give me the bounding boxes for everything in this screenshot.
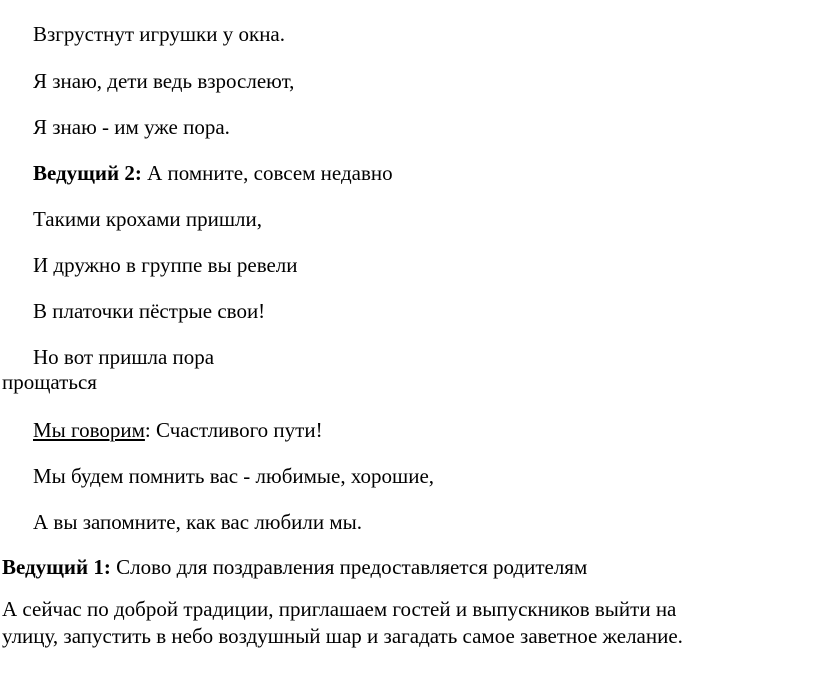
closing-line-2: улицу, запустить в небо воздушный шар и загадать самое заветное желание. (2, 624, 683, 648)
host2-line-7: Мы будем помнить вас - любимые, хорошие, (33, 464, 435, 488)
host2-text: А помните, совсем недавно (141, 161, 393, 185)
host2-line-4: В платочки пёстрые свои! (33, 299, 266, 323)
host2-line-8: А вы запомните, как вас любили мы. (33, 510, 363, 534)
host2-line-6 (33, 418, 323, 442)
poem-line-1: Взгрустнут игрушки у окна. (33, 22, 285, 46)
host2-paragraph (33, 161, 393, 185)
host2-line-2: Такими крохами пришли, (33, 207, 262, 231)
closing-line-1: А сейчас по доброй традиции, приглашаем гостей и выпускников выйти на (2, 597, 677, 621)
poem-line-2: Я знаю, дети ведь взрослеют, (33, 69, 295, 93)
host2-line-5a: Но вот пришла пора (33, 345, 215, 369)
host2-speaker-label: Ведущий 2: (33, 161, 142, 185)
host2-line-6-rest: : Счастливого пути! (144, 418, 323, 442)
poem-line-3: Я знаю - им уже пора. (33, 115, 230, 139)
host1-text: Слово для поздравления предоставляется родителям (110, 555, 588, 579)
host2-line-5b: прощаться (2, 370, 97, 394)
host2-line-3: И дружно в группе вы ревели (33, 253, 298, 277)
underlined-phrase: Мы говорим (33, 418, 145, 442)
host1-paragraph (2, 555, 587, 579)
host1-speaker-label: Ведущий 1: (2, 555, 111, 579)
